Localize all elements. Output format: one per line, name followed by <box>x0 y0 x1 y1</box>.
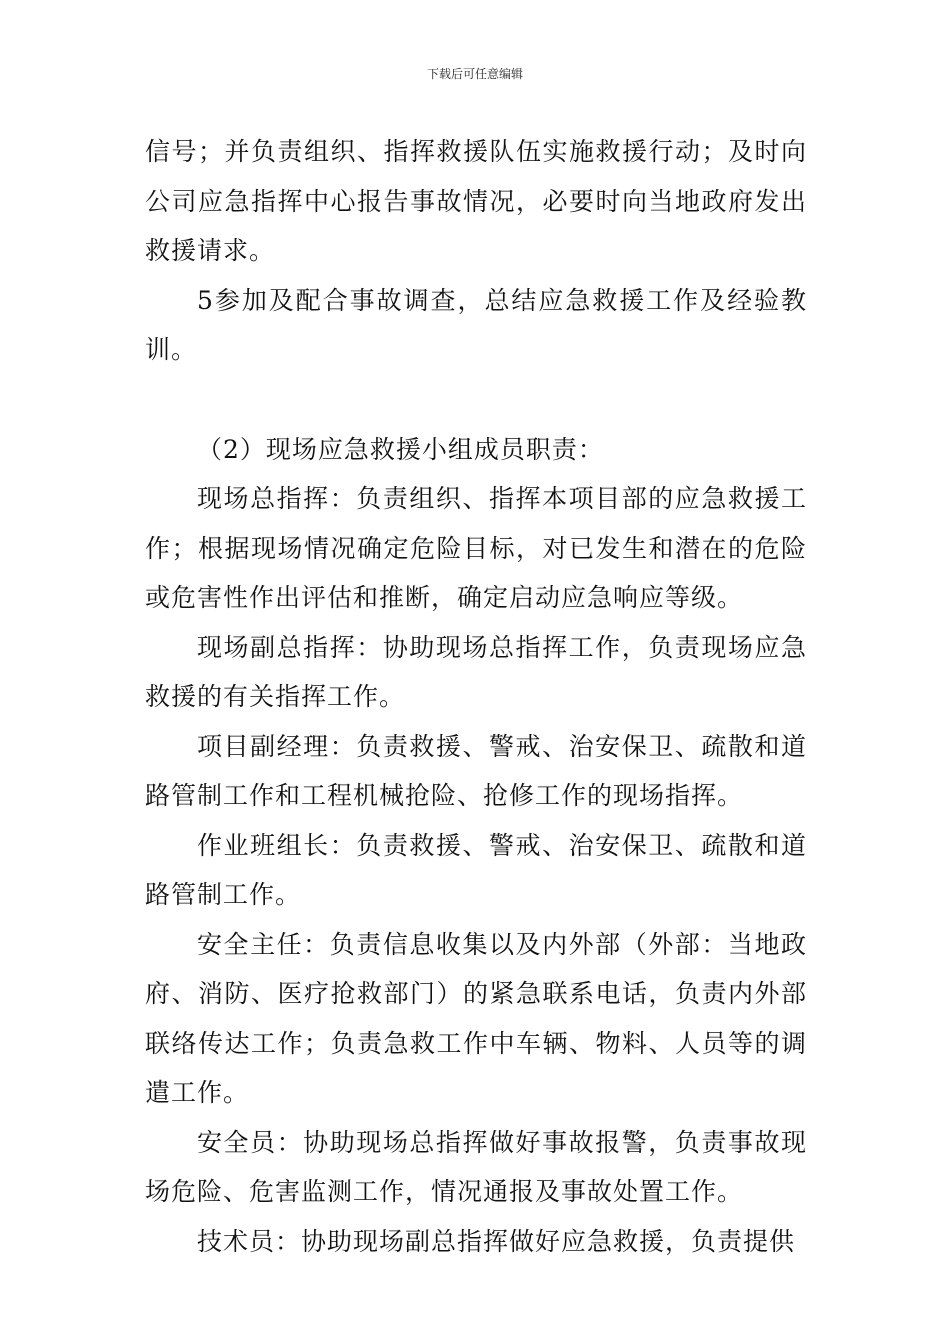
section-heading: （2）现场应急救援小组成员职责： <box>197 434 604 464</box>
paragraph-continuation: 信号；并负责组织、指挥救援队伍实施救援行动；及时向公司应急指挥中心报告事故情况，必要时向当地政府发出救援请求。 <box>145 137 807 265</box>
paragraph-gap <box>145 375 807 425</box>
document-body <box>145 127 807 1266</box>
paragraph-technician: 技术员：协助现场副总指挥做好应急救援，负责提供 <box>197 1226 796 1256</box>
paragraph-deputy-commander: 现场副总指挥：协助现场总指挥工作，负责现场应急救援的有关指挥工作。 <box>145 632 807 711</box>
paragraph-team-leader: 作业班组长：负责救援、警戒、治安保卫、疏散和道路管制工作。 <box>145 830 807 909</box>
paragraph-site-commander: 现场总指挥：负责组织、指挥本项目部的应急救援工作；根据现场情况确定危险目标，对已发生和潜在的危险或危害性作出评估和推断，确定启动应急响应等级。 <box>145 484 807 612</box>
paragraph-safety-officer: 安全员：协助现场总指挥做好事故报警，负责事故现场危险、危害监测工作，情况通报及事故处置工作。 <box>145 1127 807 1206</box>
page-header: 下载后可任意编辑 <box>426 67 523 81</box>
paragraph-deputy-manager: 项目副经理：负责救援、警戒、治安保卫、疏散和道路管制工作和工程机械抢险、抢修工作的现场指挥。 <box>145 731 807 810</box>
paragraph-safety-director: 安全主任：负责信息收集以及内外部（外部：当地政府、消防、医疗抢救部门）的紧急联系电话，负责内外部联络传达工作；负责急救工作中车辆、物料、人员等的调遣工作。 <box>145 929 807 1107</box>
paragraph-item-5: 5参加及配合事故调查，总结应急救援工作及经验教训。 <box>145 285 807 364</box>
